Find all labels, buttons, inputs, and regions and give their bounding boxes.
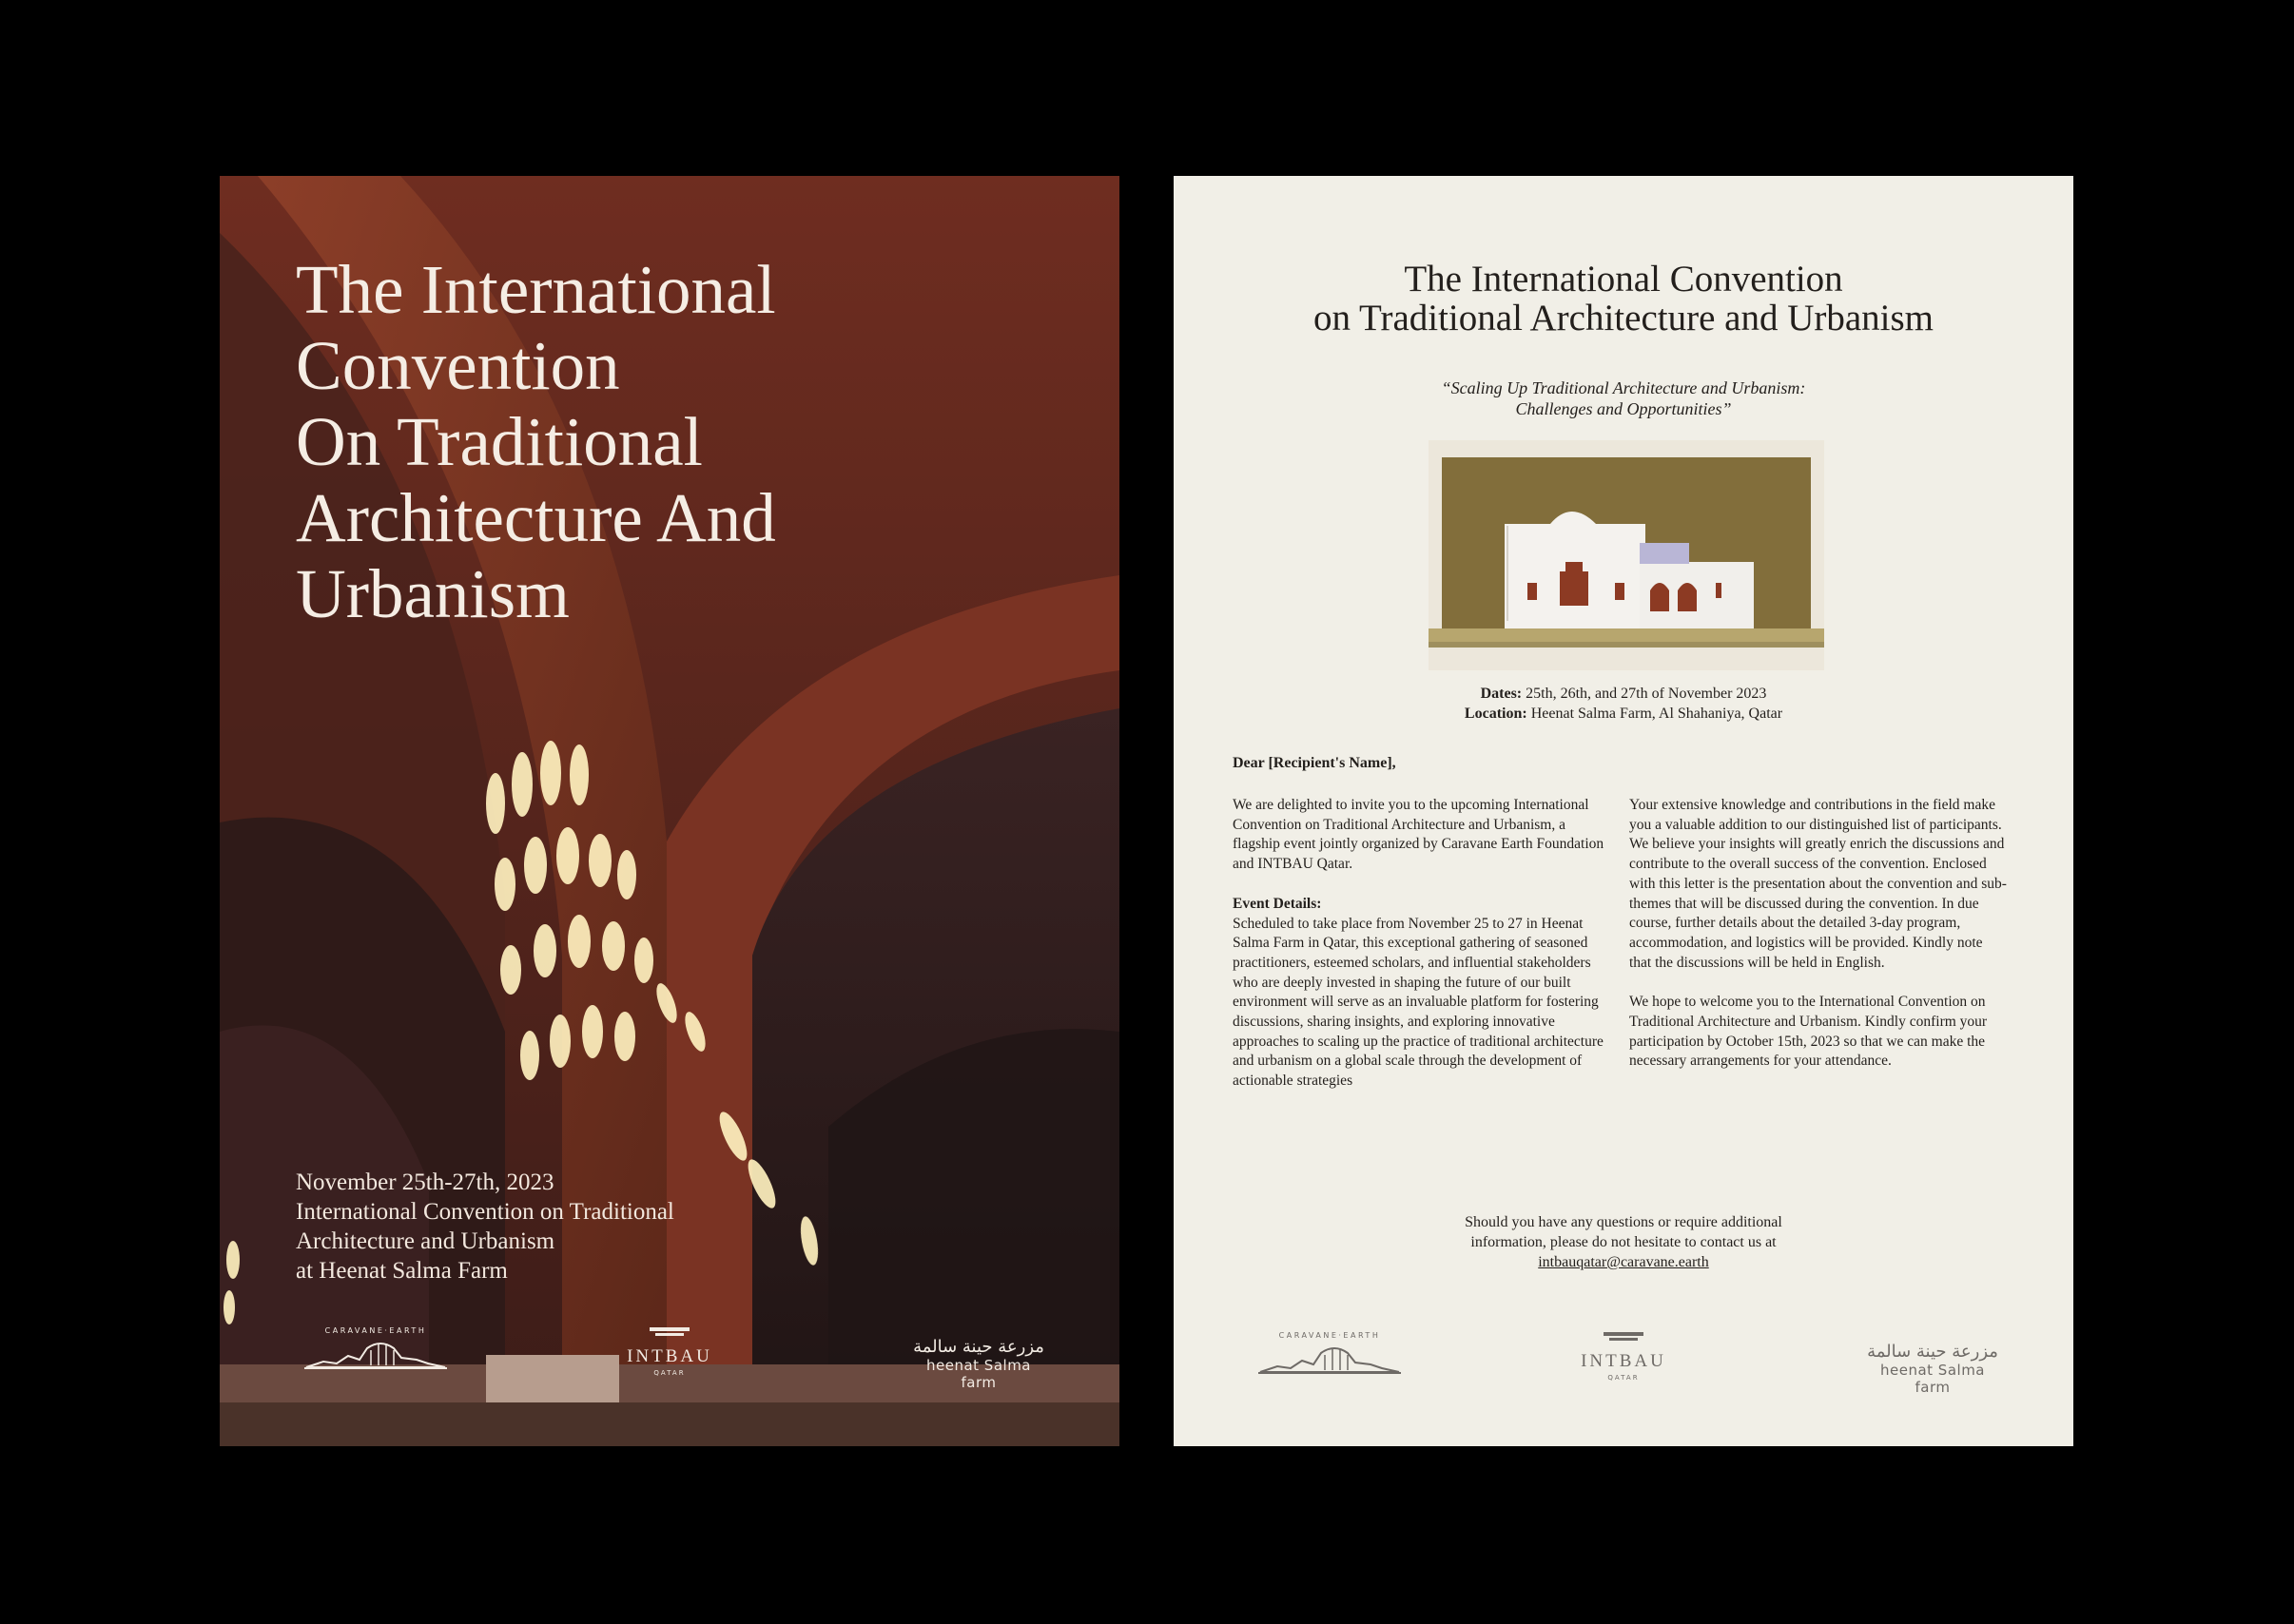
caravane-skyline-icon [1258,1344,1401,1376]
dates-value: 25th, 26th, and 27th of November 2023 [1526,686,1767,702]
contact-email-link[interactable]: intbauqatar@caravane.earth [1538,1254,1709,1270]
letter-event-meta [1174,684,2073,724]
contact-line: Should you have any questions or require additional [1465,1214,1782,1230]
letter-location-row [1174,704,2073,724]
letter-body-left-column [1233,796,1605,1112]
letter-body-right-column [1629,796,2008,1092]
letter-event-details [1233,895,1605,1092]
intbau-logo-subtext: QATAR [653,1369,686,1377]
intbau-logo-subtext: QATAR [1607,1374,1640,1382]
caravane-earth-logo [1254,1331,1406,1380]
heenat-logo-latin: heenat Salma farm [926,1357,1031,1391]
event-details-heading: Event Details: [1233,895,1322,912]
location-value: Heenat Salma Farm, Al Shahaniya, Qatar [1530,706,1783,722]
letter-logo-bar [1174,1331,2073,1436]
poster-title: The International Convention On Traditional Architecture And Urbanism [296,251,776,632]
heenat-logo-arabic: مزرعة حينة سالمة [1867,1342,1998,1362]
letter-paragraph: We are delighted to invite you to the upcoming International Convention on Traditional Architecture and Urbanism, a flagship event jointly organized by Caravane Earth Foundation and INTBAU Qatar. [1233,797,1604,873]
contact-line: information, please do not hesitate to contact us at [1470,1234,1777,1250]
poster-logo-bar [220,1326,1119,1431]
letter-paragraph: Scheduled to take place from November 25 to 27 in Heenat Salma Farm in Qatar, this exceptional gathering of seasoned practitioners, esteemed scholars, and influential stakeholders who are deeply invested in shaping the future of our built environment will serve as an invaluable platform for fostering discussions, sharing insights, and exploring innovative approaches to scaling up the practice of traditional architecture and urbanism on a global scale through the development of actionable strategies [1233,915,1604,1090]
location-label: Location: [1464,706,1527,722]
poster-detail-venue: at Heenat Salma Farm [296,1258,508,1284]
heenat-logo-arabic: مزرعة حينة سالمة [913,1337,1044,1357]
heenat-salma-farm-logo [1861,1343,2004,1396]
caravane-logo-text: CARAVANE·EARTH [324,1326,427,1335]
heenat-salma-farm-logo [907,1338,1050,1391]
letter-paragraph: We hope to welcome you to the International Convention on Traditional Architecture and Urbanism. Kindly confirm your participation by October 15th, 2023 so that we can make the necessary arrangements for your attendance. [1629,994,1988,1070]
intbau-column-icon [646,1327,693,1341]
caravane-skyline-icon [304,1339,447,1371]
letter-theme-line: Challenges and Opportunities” [1515,399,1732,418]
poster-event-details [296,1168,885,1286]
letter-theme-quote [1174,377,2073,419]
elevation-illustration [1429,440,1824,670]
letter-paragraph: Your extensive knowledge and contributions in the field make you a valuable addition to our distinguished list of participants. We believe your insights will greatly enrich the discussions and contribute to the overall success of the convention. Enclosed with this letter is the presentation about the convention and sub-themes that will be discussed during the convention. In due course, further details about the detailed 3-day program, accommodation, and logistics will be provided. Kindly note that the discussions will be held in English. [1629,797,2007,971]
letter-dates-row [1174,684,2073,704]
letter-title [1174,260,2073,338]
letter-title-line: The International Convention [1404,259,1843,300]
caravane-logo-text: CARAVANE·EARTH [1278,1331,1381,1340]
poster-detail-date: November 25th-27th, 2023 [296,1170,554,1195]
invitation-letter [1174,176,2073,1446]
intbau-qatar-logo [1571,1331,1676,1382]
intbau-qatar-logo [617,1326,722,1377]
dates-label: Dates: [1480,686,1523,702]
letter-theme-line: “Scaling Up Traditional Architecture and Urbanism: [1441,378,1806,397]
poster-detail-line: International Convention on Traditional [296,1199,674,1225]
intbau-column-icon [1600,1332,1647,1345]
caravane-earth-logo [300,1326,452,1375]
letter-contact-block [1174,1212,2073,1272]
letter-title-line: on Traditional Architecture and Urbanism [1312,298,1934,338]
intbau-logo-text: INTBAU [1581,1351,1666,1371]
heenat-logo-latin: heenat Salma farm [1880,1362,1985,1396]
letter-salutation: Dear [Recipient's Name], [1233,755,1396,771]
poster-detail-line: Architecture and Urbanism [296,1228,555,1254]
intbau-logo-text: INTBAU [627,1346,712,1366]
architectural-elevation-drawing [1429,440,1824,670]
poster [220,176,1119,1446]
